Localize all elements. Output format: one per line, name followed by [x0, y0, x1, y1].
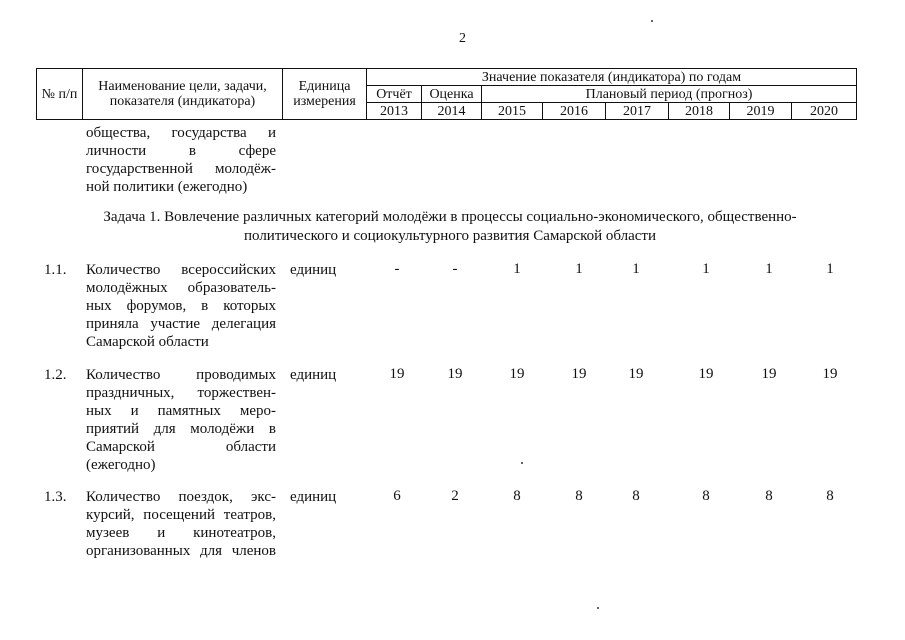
header-name: Наименование цели, задачи, показателя (индикатора) [83, 69, 283, 120]
row-unit: единиц [290, 367, 337, 383]
header-values-title: Значение показателя (индикатора) по годам [367, 69, 857, 86]
text-line: музеев и кинотеатров, [86, 525, 276, 541]
value-2018: 19 [698, 366, 714, 382]
value-2015: 8 [513, 488, 521, 504]
value-2015: 1 [513, 261, 521, 277]
header-year: 2019 [730, 103, 792, 120]
text-line: Количество поездок, экс- [86, 489, 276, 505]
value-2017: 19 [628, 366, 644, 382]
task-heading [40, 208, 860, 246]
value-2020: 8 [826, 488, 834, 504]
header-no: № п/п [37, 69, 83, 120]
scan-speck [521, 462, 523, 464]
header-year: 2015 [482, 103, 543, 120]
text-line: ных форумов, в которых [86, 298, 276, 314]
value-2019: 8 [765, 488, 773, 504]
value-2016: 19 [571, 366, 587, 382]
header-unit: Единица измерения [283, 69, 367, 120]
value-2018: 1 [702, 261, 710, 277]
page-number: 2 [459, 31, 466, 46]
text-line: ных и памятных меро- [86, 403, 276, 419]
value-2018: 8 [702, 488, 710, 504]
value-2015: 19 [509, 366, 525, 382]
header-year: 2013 [367, 103, 422, 120]
value-2014: 19 [447, 366, 463, 382]
row-unit: единиц [290, 489, 337, 505]
text-line: приняла участие делегация [86, 316, 276, 332]
header-year: 2017 [606, 103, 669, 120]
header-year: 2014 [422, 103, 482, 120]
row-unit: единиц [290, 262, 337, 278]
row-indicator-name [86, 488, 276, 560]
header-year: 2016 [543, 103, 606, 120]
text-line: государственной молодёж- [86, 161, 276, 177]
text-line: молодёжных образователь- [86, 280, 276, 296]
value-2013: - [394, 261, 400, 277]
value-2013: 19 [389, 366, 405, 382]
row-number: 1.3. [44, 489, 67, 505]
scan-speck [597, 607, 599, 609]
header-report: Отчёт [367, 86, 422, 103]
value-2014: - [452, 261, 458, 277]
value-2017: 1 [632, 261, 640, 277]
value-2017: 8 [632, 488, 640, 504]
text-line: личности в сфере [86, 143, 276, 159]
row-number: 1.1. [44, 262, 67, 278]
value-2013: 6 [393, 488, 401, 504]
row-indicator-name [86, 366, 276, 474]
value-2019: 19 [761, 366, 777, 382]
header-year: 2018 [669, 103, 730, 120]
text-line: праздничных, торжествен- [86, 385, 276, 401]
value-2020: 19 [822, 366, 838, 382]
task-line: Задача 1. Вовлечение различных категорий молодёжи в процессы социально-экономического, общественно- [103, 209, 797, 225]
header-year: 2020 [792, 103, 857, 120]
text-line: Самарской области [86, 334, 209, 350]
text-line: курсий, посещений театров, [86, 507, 276, 523]
text-line: приятий для молодёжи в [86, 421, 276, 437]
text-line: Самарской области [86, 439, 276, 455]
text-line: Количество проводимых [86, 367, 276, 383]
header-planned: Плановый период (прогноз) [482, 86, 857, 103]
value-2019: 1 [765, 261, 773, 277]
scan-speck [651, 20, 653, 22]
text-line: Количество всероссийских [86, 262, 276, 278]
continuation-text [86, 124, 276, 196]
value-2016: 1 [575, 261, 583, 277]
task-line: политического и социокультурного развития Самарской области [243, 228, 657, 244]
text-line: организованных для членов [86, 543, 276, 559]
text-line: ной политики (ежегодно) [86, 179, 248, 195]
text-line: общества, государства и [86, 125, 276, 141]
row-number: 1.2. [44, 367, 67, 383]
text-line: (ежегодно) [86, 457, 156, 473]
value-2014: 2 [451, 488, 459, 504]
value-2020: 1 [826, 261, 834, 277]
row-indicator-name [86, 261, 276, 351]
header-table [36, 68, 857, 120]
value-2016: 8 [575, 488, 583, 504]
header-estimate: Оценка [422, 86, 482, 103]
